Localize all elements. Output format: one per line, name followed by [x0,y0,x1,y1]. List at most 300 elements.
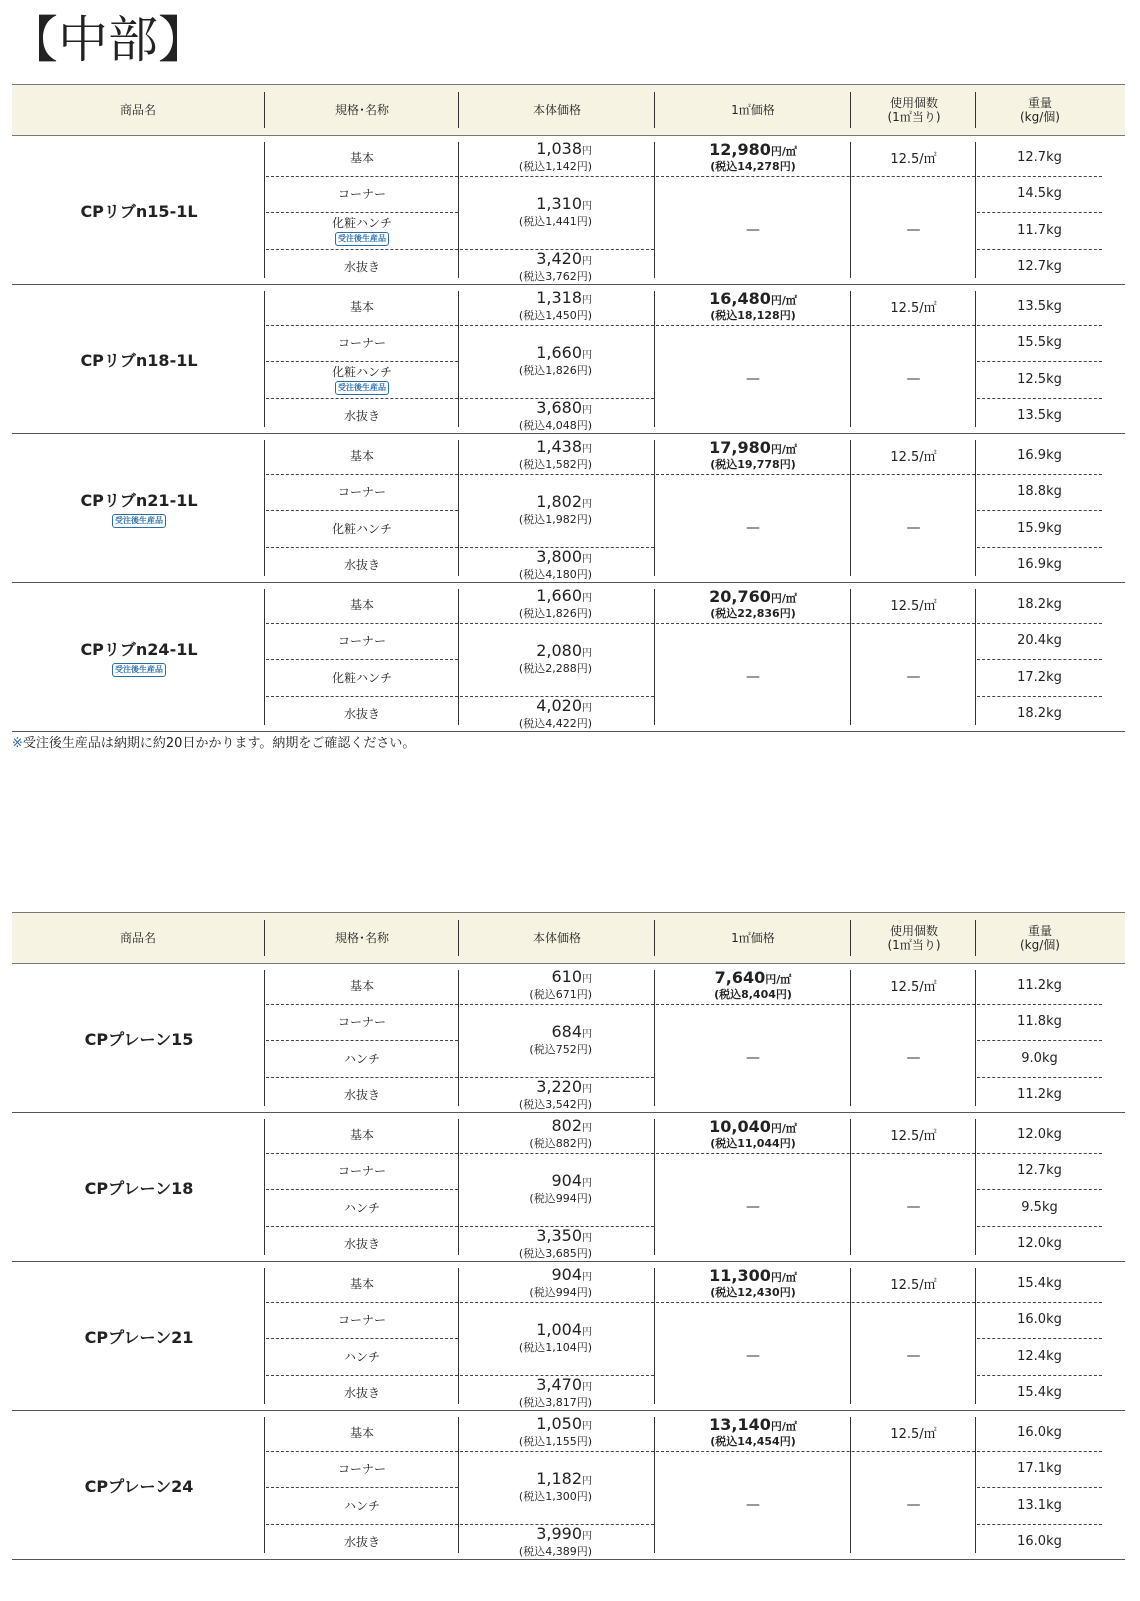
weight-cell: 13.5kg [1017,298,1062,314]
spec-label: コーナー [337,187,386,202]
m2-price-cell [656,1414,850,1451]
weight-cell: 16.9kg [1017,557,1062,573]
product-group [12,1411,1125,1560]
m2-price-unit: 円/㎡ [765,972,792,986]
yen-unit: 円 [582,350,592,361]
product-name: CPプレーン24 [84,1476,194,1496]
spec-cell [266,474,458,511]
column-divider [458,970,459,1106]
column-divider [975,1417,976,1553]
spec-label: コーナー [337,336,386,351]
column-divider [975,1119,976,1255]
m2-price-unit: 円/㎡ [770,1270,797,1284]
price-table-plain [12,912,1125,1560]
spec-cell [266,437,458,474]
footnote-mark: ※ [12,736,23,751]
spec-cell [266,547,458,584]
usage-count-cell: 12.5/㎡ [890,979,937,995]
price-amount: 3,990 [536,1523,582,1543]
spec-cell [266,1153,458,1190]
price-cell [460,1153,654,1226]
m2-price-amount: 12,980 [709,139,771,159]
price-tax-included: (税込3,817円) [518,1395,592,1409]
yen-unit: 円 [582,1327,592,1338]
spec-cell [266,510,458,547]
price-amount: 3,350 [536,1225,582,1245]
spec-cell [266,398,458,435]
spec-cell [266,696,458,733]
price-tax-included: (税込1,826円) [518,364,592,377]
price-tax-included: (税込1,441円) [518,215,592,228]
spec-label: 基本 [349,150,374,165]
column-divider [850,142,851,278]
m2-price-cell [656,586,850,623]
spec-cell [266,1004,458,1041]
price-cell [460,623,654,696]
spec-cell [266,249,458,286]
column-divider [458,589,459,725]
price-cell [460,325,654,398]
product-name: CPプレーン15 [84,1029,194,1049]
weight-cell: 15.9kg [1017,520,1062,536]
column-divider [850,440,851,576]
price-value [536,1416,592,1435]
price-amount: 4,020 [536,695,582,715]
spec-label: 化粧ハンチ [331,365,392,380]
price-amount: 904 [551,1171,582,1190]
column-header: 本体価格 [532,103,581,117]
yen-unit: 円 [582,1272,592,1284]
m2-price-unit: 円/㎡ [770,144,797,158]
spec-cell [266,1226,458,1263]
m2-price-cell [656,1265,850,1302]
price-cell [460,249,654,286]
column-divider [850,92,851,128]
price-tax-included: (税込882円) [529,1137,592,1151]
column-divider [975,142,976,278]
price-value [536,345,592,364]
column-divider [458,92,459,128]
yen-unit: 円 [582,1421,592,1433]
column-divider [458,440,459,576]
m2-price-amount: 16,480 [709,288,771,308]
yen-unit: 円 [582,1123,592,1135]
column-header: 商品名 [119,931,156,945]
column-divider [850,291,851,427]
price-table-rib [12,84,1125,732]
price-amount: 1,318 [536,288,582,308]
usage-count-cell: 12.5/㎡ [890,151,937,167]
spec-cell [266,1524,458,1561]
spec-cell [266,1414,458,1451]
price-amount: 1,182 [536,1469,582,1488]
yen-unit: 円 [582,1083,592,1095]
price-tax-included: (税込994円) [529,1286,592,1300]
m2-price-tax-included: (税込14,454円) [710,1434,796,1448]
price-cell [460,176,654,249]
spec-label: 水抜き [343,1535,380,1550]
weight-cell: 12.4kg [1017,1348,1062,1364]
column-divider [975,92,976,128]
m2-price-amount: 11,300 [709,1265,771,1285]
price-tax-included: (税込1,582円) [518,458,592,472]
m2-price-unit: 円/㎡ [770,442,797,456]
price-tax-included: (税込3,685円) [518,1246,592,1260]
price-amount: 904 [551,1265,582,1285]
price-value [536,695,592,717]
empty-dash: — [906,371,921,388]
price-tax-included: (税込752円) [529,1043,592,1056]
price-amount: 610 [551,967,582,987]
m2-price-cell [656,1116,850,1153]
m2-price-tax-included: (税込18,128円) [710,308,796,322]
spec-label: 基本 [349,1425,374,1440]
price-value [536,1374,592,1396]
table-header [12,84,1125,136]
column-divider [264,920,265,956]
product-name-cell [12,964,266,1112]
column-header: 重量 (kg/個) [1020,924,1060,952]
weight-cell: 11.7kg [1017,222,1062,238]
price-amount: 684 [551,1022,582,1041]
usage-count-cell: 12.5/㎡ [890,449,937,465]
price-amount: 1,038 [536,139,582,159]
column-divider [654,1417,655,1553]
product-group [12,583,1125,732]
price-amount: 3,470 [536,1374,582,1394]
price-cell [460,696,654,733]
price-cell [460,1077,654,1114]
yen-unit: 円 [582,1381,592,1393]
spec-cell [266,139,458,176]
yen-unit: 円 [582,499,592,510]
spec-cell [266,288,458,325]
column-header: 使用個数 (1㎡当り) [887,924,941,952]
price-amount: 1,004 [536,1320,582,1339]
price-cell [460,1004,654,1077]
yen-unit: 円 [582,444,592,456]
product-group [12,964,1125,1113]
m2-price-tax-included: (税込22,836円) [710,606,796,620]
product-name: CPリブn18-1L [80,350,198,370]
spec-label: 基本 [349,1276,374,1291]
spec-label: 水抜き [343,558,380,573]
price-tax-included: (税込3,762円) [518,269,592,283]
price-tax-included: (税込2,288円) [518,662,592,675]
price-value [551,1024,592,1043]
price-cell [460,1226,654,1263]
price-amount: 2,080 [536,641,582,660]
weight-cell: 12.7kg [1017,259,1062,275]
price-amount: 1,802 [536,492,582,511]
m2-price-value [709,139,797,160]
weight-cell: 16.9kg [1017,447,1062,463]
product-group [12,434,1125,583]
column-header: 重量 (kg/個) [1020,96,1060,124]
product-name-cell [12,1262,266,1410]
spec-cell [266,176,458,213]
price-cell [460,288,654,325]
footnote [12,732,415,751]
price-amount: 3,420 [536,248,582,268]
column-divider [654,1119,655,1255]
weight-cell: 18.2kg [1017,596,1062,612]
product-group [12,1262,1125,1411]
spec-label: 水抜き [343,260,380,275]
spec-label: ハンチ [343,1200,380,1215]
price-tax-included: (税込4,389円) [518,1544,592,1558]
price-value [536,196,592,215]
price-value [536,1225,592,1247]
usage-count-cell: 12.5/㎡ [890,1128,937,1144]
m2-price-cell [656,288,850,325]
price-cell [460,547,654,584]
empty-dash: — [906,1348,921,1365]
weight-cell: 15.4kg [1017,1385,1062,1401]
weight-cell: 17.2kg [1017,669,1062,685]
spec-label: コーナー [337,485,386,500]
product-name-cell [12,583,266,731]
weight-cell: 9.0kg [1021,1050,1058,1066]
m2-price-value [709,1265,797,1286]
column-divider [264,92,265,128]
weight-cell: 18.2kg [1017,706,1062,722]
price-tax-included: (税込994円) [529,1192,592,1205]
price-tax-included: (税込3,542円) [518,1097,592,1111]
yen-unit: 円 [582,553,592,565]
m2-price-tax-included: (税込8,404円) [714,987,792,1001]
m2-price-tax-included: (税込12,430円) [710,1285,796,1299]
weight-cell: 9.5kg [1021,1199,1058,1215]
spec-cell [266,325,458,362]
column-divider [654,920,655,956]
spec-label: 水抜き [343,707,380,722]
spec-label: 化粧ハンチ [331,521,392,536]
table-header [12,912,1125,964]
price-tax-included: (税込1,142円) [518,160,592,174]
price-cell [460,1524,654,1561]
product-name-cell [12,1113,266,1261]
column-header: 1㎡価格 [731,103,775,117]
price-amount: 3,220 [536,1076,582,1096]
column-divider [975,589,976,725]
column-divider [654,1268,655,1404]
price-amount: 1,310 [536,194,582,213]
product-name-cell [12,136,266,284]
price-tax-included: (税込671円) [529,988,592,1002]
spec-cell [266,1375,458,1412]
product-group [12,285,1125,434]
made-to-order-badge: 受注後生産品 [112,663,166,677]
price-value [536,1471,592,1490]
price-value [551,969,592,988]
price-cell [460,1451,654,1524]
column-divider [654,440,655,576]
empty-dash: — [746,1348,760,1365]
m2-price-amount: 7,640 [714,967,766,987]
m2-price-amount: 10,040 [709,1116,771,1136]
empty-dash: — [746,1199,760,1216]
spec-cell [266,623,458,660]
column-divider [458,291,459,427]
price-tax-included: (税込4,422円) [518,716,592,730]
spec-cell [266,1302,458,1339]
spec-cell [266,1189,458,1226]
spec-label: コーナー [337,1015,386,1030]
product-name: CPリブn24-1L [80,640,198,659]
product-name-cell [12,434,266,582]
empty-dash: — [746,371,760,388]
weight-cell: 13.1kg [1017,1497,1062,1513]
price-amount: 3,680 [536,397,582,417]
empty-dash: — [746,520,760,537]
price-value [536,1076,592,1098]
price-value [536,141,592,160]
spec-cell [266,1451,458,1488]
price-tax-included: (税込1,826円) [518,607,592,621]
product-name-cell [12,1411,266,1559]
price-cell [460,1116,654,1153]
m2-price-tax-included: (税込11,044円) [710,1136,796,1150]
yen-unit: 円 [582,1178,592,1189]
m2-price-unit: 円/㎡ [770,293,797,307]
m2-price-tax-included: (税込19,778円) [710,457,796,471]
spec-cell [266,1116,458,1153]
m2-price-tax-included: (税込14,278円) [710,159,796,173]
spec-label: 水抜き [343,1088,380,1103]
price-value [536,494,592,513]
weight-cell: 15.5kg [1017,335,1062,351]
column-header: 使用個数 (1㎡当り) [887,96,941,124]
column-divider [975,920,976,956]
spec-label: 水抜き [343,409,380,424]
weight-cell: 20.4kg [1017,633,1062,649]
weight-cell: 12.0kg [1017,1236,1062,1252]
spec-label: 水抜き [343,1386,380,1401]
price-value [536,439,592,458]
made-to-order-badge: 受注後生産品 [335,381,389,395]
spec-label: 化粧ハンチ [331,216,392,231]
spec-label: コーナー [337,1164,386,1179]
price-value [536,248,592,270]
price-cell [460,139,654,176]
empty-dash: — [746,222,760,239]
spec-label: 化粧ハンチ [331,670,392,685]
spec-cell [266,659,458,696]
product-name: CPプレーン21 [84,1327,194,1347]
spec-label: 基本 [349,978,374,993]
m2-price-amount: 13,140 [709,1414,771,1434]
yen-unit: 円 [582,146,592,158]
price-cell [460,398,654,435]
product-group [12,1113,1125,1262]
usage-count-cell: 12.5/㎡ [890,1426,937,1442]
price-amount: 1,660 [536,343,582,362]
price-cell [460,474,654,547]
price-tax-included: (税込1,104円) [518,1341,592,1354]
spec-label: コーナー [337,1313,386,1328]
m2-price-value [709,1414,797,1435]
usage-count-cell: 12.5/㎡ [890,300,937,316]
price-value [536,588,592,607]
empty-dash: — [746,669,760,686]
column-header: 商品名 [119,103,156,117]
column-divider [850,970,851,1106]
m2-price-unit: 円/㎡ [770,591,797,605]
spec-label: コーナー [337,634,386,649]
yen-unit: 円 [582,1530,592,1542]
weight-cell: 17.1kg [1017,1461,1062,1477]
column-divider [850,589,851,725]
spec-label: ハンチ [343,1498,380,1513]
price-amount: 3,800 [536,546,582,566]
price-tax-included: (税込1,982円) [518,513,592,526]
yen-unit: 円 [582,974,592,986]
column-divider [458,1417,459,1553]
price-tax-included: (税込1,450円) [518,309,592,323]
empty-dash: — [906,1199,921,1216]
usage-count-cell: 12.5/㎡ [890,1277,937,1293]
weight-cell: 11.2kg [1017,977,1062,993]
yen-unit: 円 [582,295,592,307]
price-amount: 1,660 [536,586,582,606]
price-value [551,1173,592,1192]
spec-cell [266,1077,458,1114]
column-divider [850,1417,851,1553]
weight-cell: 16.0kg [1017,1312,1062,1328]
price-tax-included: (税込4,180円) [518,567,592,581]
made-to-order-badge: 受注後生産品 [335,232,389,246]
price-cell [460,586,654,623]
spec-label: ハンチ [343,1349,380,1364]
m2-price-cell [656,437,850,474]
product-name: CPリブn15-1L [80,201,198,221]
yen-unit: 円 [582,201,592,212]
column-divider [458,1268,459,1404]
empty-dash: — [906,1050,921,1067]
yen-unit: 円 [582,1029,592,1040]
yen-unit: 円 [582,702,592,714]
m2-price-unit: 円/㎡ [770,1121,797,1135]
empty-dash: — [906,669,921,686]
weight-cell: 12.5kg [1017,371,1062,387]
weight-cell: 16.0kg [1017,1534,1062,1550]
usage-count-cell: 12.5/㎡ [890,598,937,614]
empty-dash: — [906,1497,921,1514]
weight-cell: 14.5kg [1017,186,1062,202]
spec-cell [266,361,458,398]
column-divider [850,1268,851,1404]
column-divider [850,920,851,956]
empty-dash: — [906,222,921,239]
price-cell [460,967,654,1004]
price-amount: 802 [551,1116,582,1136]
spec-cell [266,212,458,249]
column-header: 1㎡価格 [731,931,775,945]
m2-price-value [709,288,797,309]
spec-cell [266,1487,458,1524]
m2-price-value [709,437,797,458]
price-value [551,1267,592,1286]
product-name: CPリブn21-1L [80,491,198,510]
m2-price-cell [656,139,850,176]
price-cell [460,1375,654,1412]
spec-label: コーナー [337,1462,386,1477]
weight-cell: 13.5kg [1017,408,1062,424]
column-divider [975,1268,976,1404]
spec-cell [266,586,458,623]
empty-dash: — [746,1497,760,1514]
